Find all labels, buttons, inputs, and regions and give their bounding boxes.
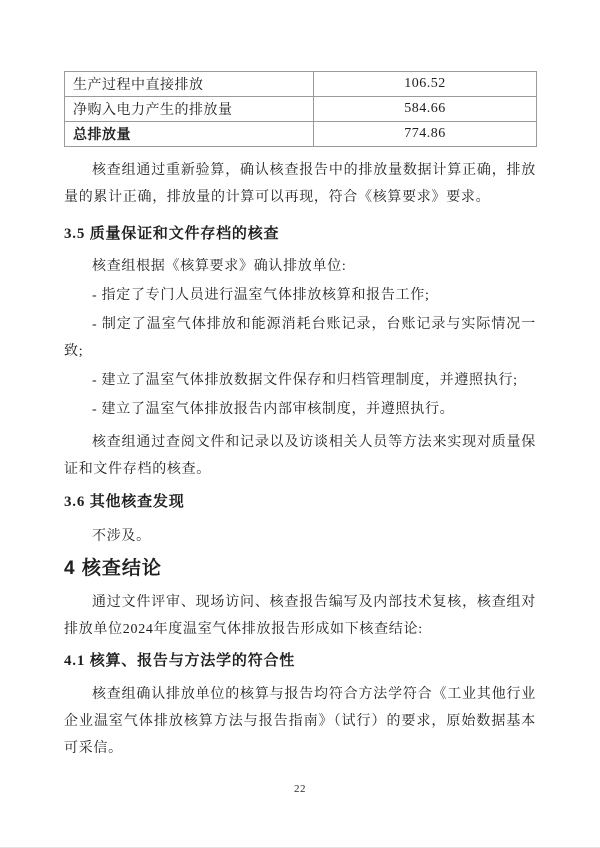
table-row-total <box>65 122 537 147</box>
section-heading-3-6: 3.6 其他核查发现 <box>64 494 185 510</box>
row-value: 584.66 <box>314 97 537 122</box>
list-item: - 指定了专门人员进行温室气体排放核算和报告工作; <box>92 288 430 303</box>
section-heading-3-5: 3.5 质量保证和文件存档的核查 <box>64 226 280 242</box>
row-label: 净购入电力产生的排放量 <box>65 97 314 122</box>
list-item: - 制定了温室气体排放和能源消耗台账记录，台账记录与实际情况一致; <box>64 317 536 359</box>
emissions-table <box>64 71 537 147</box>
row-label: 生产过程中直接排放 <box>65 72 314 97</box>
table-row <box>65 97 537 122</box>
paragraph-recalculation: 核查组通过重新验算，确认核查报告中的排放量数据计算正确，排放量的累计正确，排放量的计算可以再现，符合《核算要求》要求。 <box>64 163 536 205</box>
row-label: 总排放量 <box>65 122 314 147</box>
paragraph-method: 核查组通过查阅文件和记录以及访谈相关人员等方法来实现对质量保证和文件存档的核查。 <box>64 435 536 477</box>
row-value: 774.86 <box>314 122 537 147</box>
page-footer <box>0 779 600 797</box>
list-item: - 建立了温室气体排放数据文件保存和归档管理制度，并遵照执行; <box>92 373 518 388</box>
row-value: 106.52 <box>314 72 537 97</box>
section-heading-4-1: 4.1 核算、报告与方法学的符合性 <box>64 653 296 669</box>
section-heading-4: 4 核查结论 <box>64 558 162 579</box>
paragraph-not-involved: 不涉及。 <box>92 529 151 544</box>
page-number: 22 <box>294 783 306 795</box>
table-row <box>65 72 537 97</box>
paragraph-basis: 核查组根据《核算要求》确认排放单位: <box>92 259 347 274</box>
paragraph-4-1: 核查组确认排放单位的核算与报告均符合方法学符合《工业其他行业企业温室气体排放核算方法与报告指南》（试行）的要求，原始数据基本可采信。 <box>64 687 536 756</box>
list-item: - 建立了温室气体排放报告内部审核制度，并遵照执行。 <box>92 402 455 417</box>
paragraph-conclusion-intro: 通过文件评审、现场访问、核查报告编写及内部技术复核，核查组对排放单位2024年度温室气体排放报告形成如下核查结论: <box>64 595 536 637</box>
